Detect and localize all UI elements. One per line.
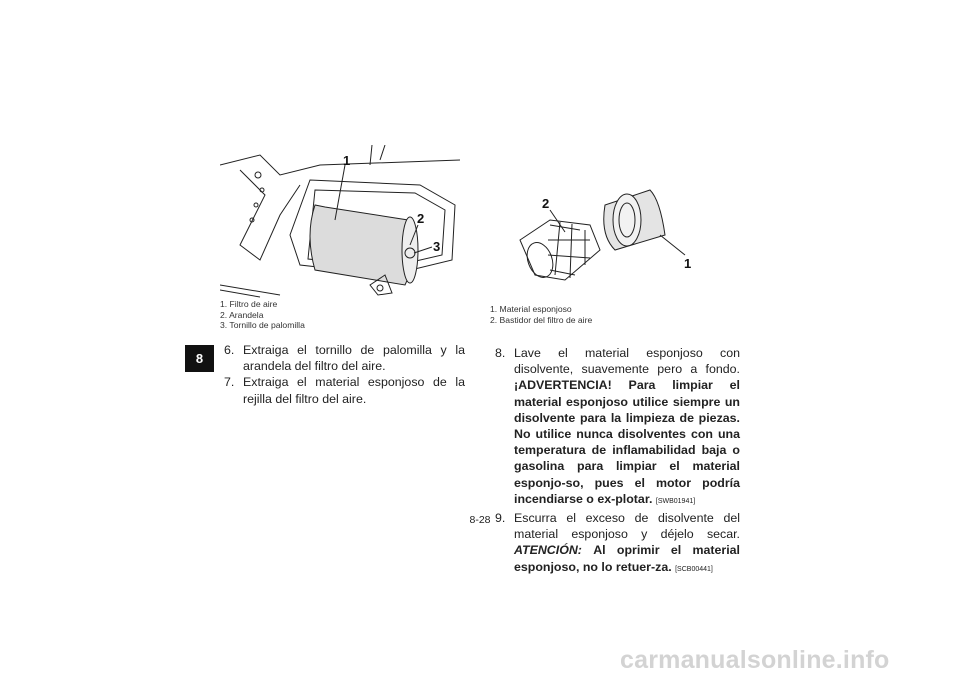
air-filter-installed-illustration: [220, 145, 465, 300]
caption-item: 3. Tornillo de palomilla: [220, 320, 305, 331]
callout-1: 1: [684, 256, 692, 271]
callout-2: 2: [417, 211, 425, 226]
step-9: [495, 510, 740, 578]
chapter-tab: [185, 345, 214, 372]
step-7: [224, 374, 465, 406]
callout-2: 2: [542, 196, 550, 211]
chapter-number: 8: [195, 351, 204, 366]
step-number: 8.: [495, 346, 506, 360]
caption-item: 2. Arandela: [220, 309, 264, 320]
right-figure-captions: [490, 304, 592, 325]
page-number: 8-28: [469, 514, 491, 526]
step-text: Escurra el exceso de disolvente del material esponjoso y déjelo secar.: [514, 511, 740, 542]
callout-1: 1: [343, 153, 351, 168]
right-steps: [495, 345, 740, 578]
step-number: 6.: [224, 343, 235, 357]
caption-item: 2. Bastidor del filtro de aire: [490, 314, 593, 325]
step-8: [495, 345, 740, 510]
notice-label: ATENCIÓN:: [514, 543, 582, 558]
caption-item: 1. Filtro de aire: [220, 299, 278, 309]
step-number: 9.: [495, 511, 506, 526]
warning-code: [SWB01941]: [655, 497, 696, 505]
step-6: [224, 342, 465, 374]
notice-text: Al oprimir el material esponjoso, no lo retuer-za.: [514, 543, 740, 574]
step-text: Extraiga el tornillo de palomilla y la arandela del filtro del aire.: [243, 343, 465, 374]
left-steps: [224, 342, 465, 407]
notice-code: [SCB00441]: [675, 565, 713, 573]
foam-and-frame-illustration: [490, 180, 740, 295]
warning-text: ¡ADVERTENCIA! Para limpiar el material esponjoso utilice siempre un disolvente para la limpieza de piezas. No utilice nunca disolventes con una temperatura de inflamabilidad baja o gasolina para limpiar el material esponjo-so, pues el motor podría incendiarse o ex-plotar.: [514, 378, 740, 506]
step-text: Extraiga el material esponjoso de la rejilla del filtro del aire.: [243, 375, 465, 406]
step-text: Lave el material esponjoso con disolvente, suavemente pero a fondo.: [514, 346, 740, 377]
step-number: 7.: [224, 375, 235, 390]
left-figure-captions: [220, 299, 305, 331]
callout-3: 3: [433, 239, 441, 254]
watermark: carmanualsonline.info: [620, 646, 890, 674]
caption-item: 1. Material esponjoso: [490, 304, 572, 314]
